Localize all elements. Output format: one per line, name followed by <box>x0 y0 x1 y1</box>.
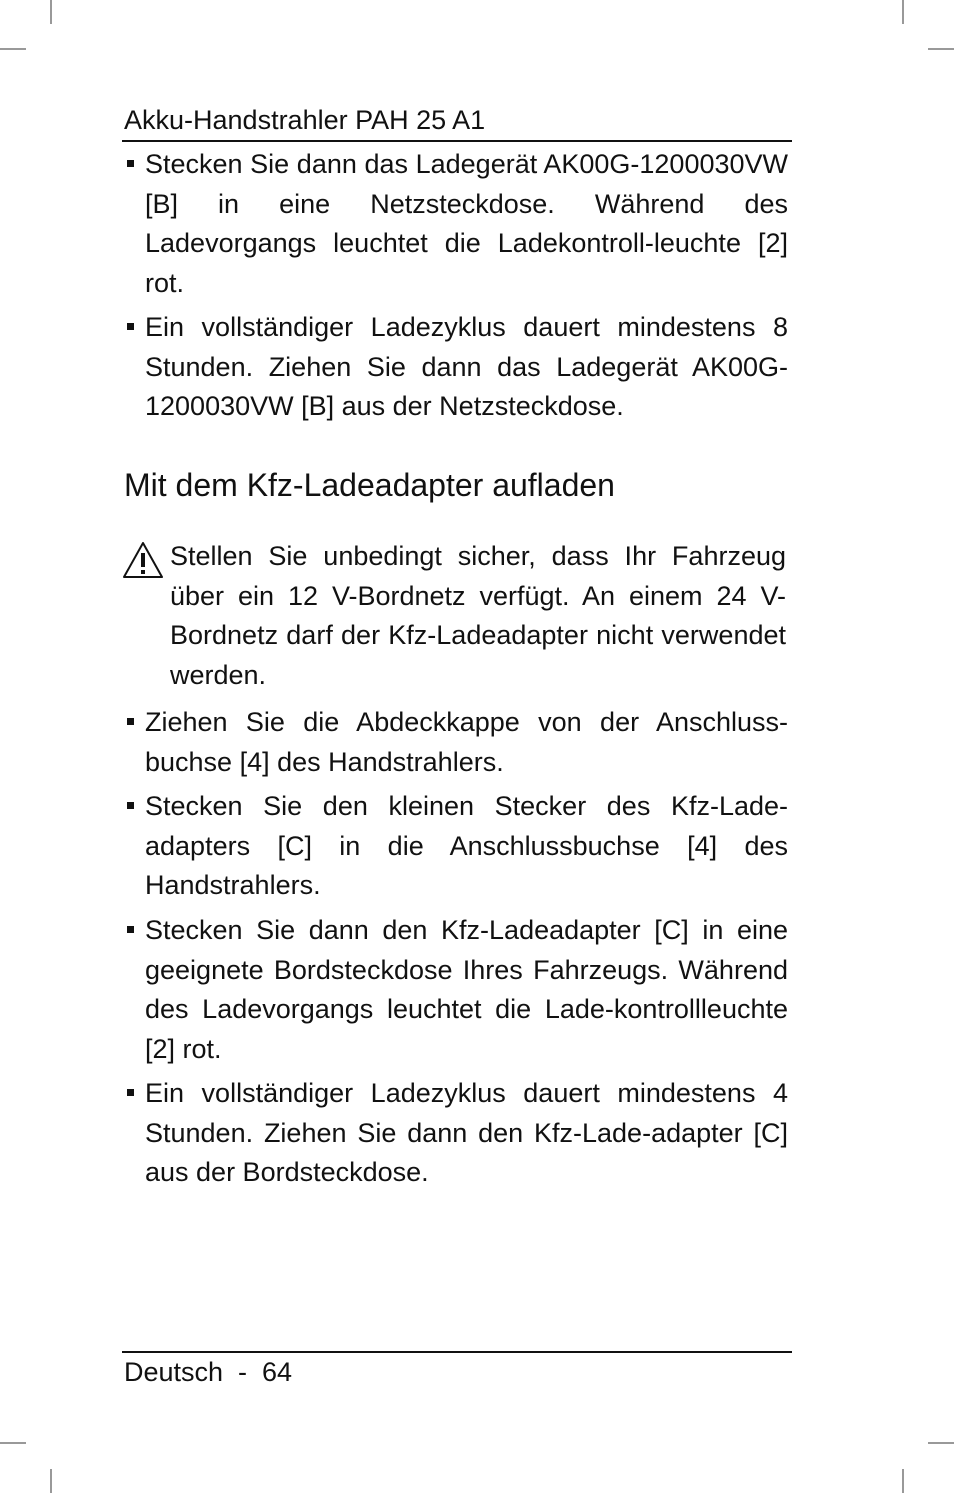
list-item <box>124 145 788 303</box>
list-item-text: Stecken Sie dann den Kfz-Ladeadapter [C] in eine geeignete Bordsteckdose Ihres Fahrzeugs. Während des Ladevorgangs leuchtet die Lade-kontrollleuchte [2] rot. <box>145 915 788 1064</box>
bullet-square-icon <box>127 323 134 330</box>
crop-mark <box>928 48 954 50</box>
bullet-square-icon <box>127 160 134 167</box>
list-item-text: Ziehen Sie die Abdeckkappe von der Anschluss-buchse [4] des Handstrahlers. <box>145 707 788 777</box>
warning-note <box>122 537 786 695</box>
page-header-title: Akku-Handstrahler PAH 25 A1 <box>124 105 486 135</box>
section-heading: Mit dem Kfz-Ladeadapter aufladen <box>124 467 615 503</box>
footer-rule <box>122 1351 792 1353</box>
crop-mark <box>928 1442 954 1444</box>
list-item <box>124 1074 788 1193</box>
list-item <box>124 703 788 782</box>
warning-triangle-icon <box>122 541 164 579</box>
bullet-square-icon <box>127 926 134 933</box>
bullet-square-icon <box>127 1089 134 1096</box>
list-item-text: Ein vollständiger Ladezyklus dauert mindestens 8 Stunden. Ziehen Sie dann das Ladegerät AK00G-1200030VW [B] aus der Netzsteckdose. <box>145 312 788 421</box>
page-footer: Deutsch - 64 <box>124 1357 293 1387</box>
crop-mark <box>50 0 52 24</box>
warning-text: Stellen Sie unbedingt sicher, dass Ihr Fahrzeug über ein 12 V-Bordnetz verfügt. An einem 24 V-Bordnetz darf der Kfz-Ladeadapter nicht verwendet werden. <box>170 541 786 690</box>
crop-mark <box>902 0 904 24</box>
list-item <box>124 911 788 1069</box>
list-item-text: Stecken Sie den kleinen Stecker des Kfz-Lade-adapters [C] in die Anschlussbuchse [4] des Handstrahlers. <box>145 791 788 900</box>
bullet-square-icon <box>127 718 134 725</box>
header-rule <box>122 140 792 142</box>
list-item-text: Ein vollständiger Ladezyklus dauert mindestens 4 Stunden. Ziehen Sie dann den Kfz-Lade-adapter [C] aus der Bordsteckdose. <box>145 1078 788 1187</box>
bullet-square-icon <box>127 802 134 809</box>
list-item-text: Stecken Sie dann das Ladegerät AK00G-1200030VW [B] in eine Netzsteckdose. Während des Ladevorgangs leuchtet die Ladekontroll-leuchte [2] rot. <box>145 149 788 298</box>
list-item <box>124 308 788 427</box>
crop-mark <box>50 1469 52 1493</box>
crop-mark <box>0 1442 26 1444</box>
list-item <box>124 787 788 906</box>
crop-mark <box>0 48 26 50</box>
crop-mark <box>902 1469 904 1493</box>
